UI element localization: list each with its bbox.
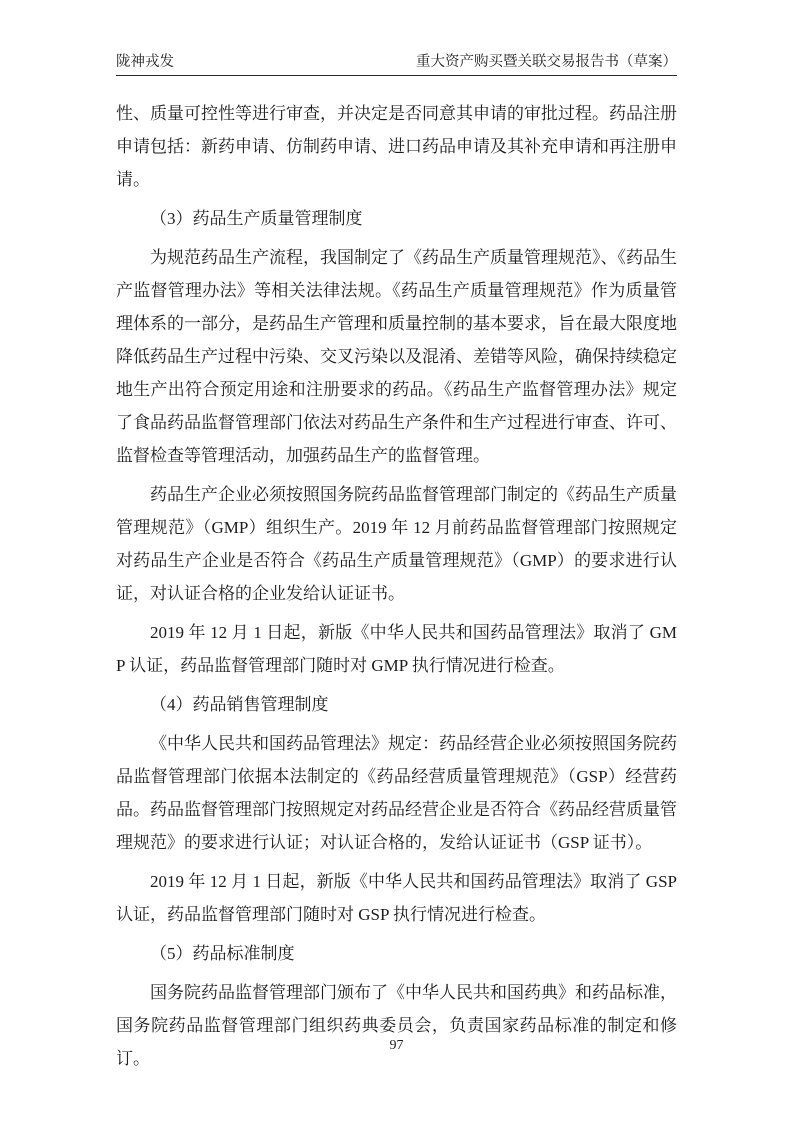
section-heading: （3）药品生产质量管理制度 <box>150 209 363 228</box>
paragraph: 2019 年 12 月 1 日起，新版《中华人民共和国药品管理法》取消了 GSP 认证，药品监督管理部门随时对 GSP 执行情况进行检查。 <box>116 872 677 924</box>
page-footer <box>0 1036 793 1056</box>
section-heading: （4）药品销售管理制度 <box>150 695 329 714</box>
paragraph: 2019 年 12 月 1 日起，新版《中华人民共和国药品管理法》取消了 GMP 认证，药品监督管理部门随时对 GMP 执行情况进行检查。 <box>116 623 677 675</box>
paragraph: 国务院药品监督管理部门颁布了《中华人民共和国药典》和药品标准，国务院药品监督管理部门组织药典委员会，负责国家药品标准的制定和修订。 <box>116 983 677 1068</box>
page-header <box>116 52 677 76</box>
header-company-name: 陇神戎发 <box>116 54 174 70</box>
header-report-title: 重大资产购买暨关联交易报告书（草案） <box>416 54 677 70</box>
paragraph: 药品生产企业必须按照国务院药品监督管理部门制定的《药品生产质量管理规范》（GMP）组织生产。2019 年 12 月前药品监督管理部门按照规定对药品生产企业是否符合《药品生产质量管理规范》（GMP）的要求进行认证，对认证合格的企业发给认证证书。 <box>116 485 677 603</box>
section-heading: （5）药品标准制度 <box>150 944 295 963</box>
paragraph: 为规范药品生产流程，我国制定了《药品生产质量管理规范》、《药品生产监督管理办法》等相关法律法规。《药品生产质量管理规范》作为质量管理体系的一部分，是药品生产管理和质量控制的基本要求，旨在最大限度地降低药品生产过程中污染、交叉污染以及混淆、差错等风险，确保持续稳定地生产出符合预定用途和注册要求的药品。《药品生产监督管理办法》规定了食品药品监督管理部门依法对药品生产条件和生产过程进行审查、许可、监督检查等管理活动，加强药品生产的监督管理。 <box>116 248 677 465</box>
document-body <box>116 97 677 1081</box>
paragraph: 《中华人民共和国药品管理法》规定：药品经营企业必须按照国务院药品监督管理部门依据本法制定的《药品经营质量管理规范》（GSP）经营药品。药品监督管理部门按照规定对药品经营企业是否符合《药品经营质量管理规范》的要求进行认证；对认证合格的，发给认证证书（GSP 证书）。 <box>116 734 677 852</box>
paragraph: 性、质量可控性等进行审查，并决定是否同意其申请的审批过程。药品注册申请包括：新药申请、仿制药申请、进口药品申请及其补充申请和再注册申请。 <box>116 104 677 189</box>
page-number: 97 <box>389 1038 404 1053</box>
